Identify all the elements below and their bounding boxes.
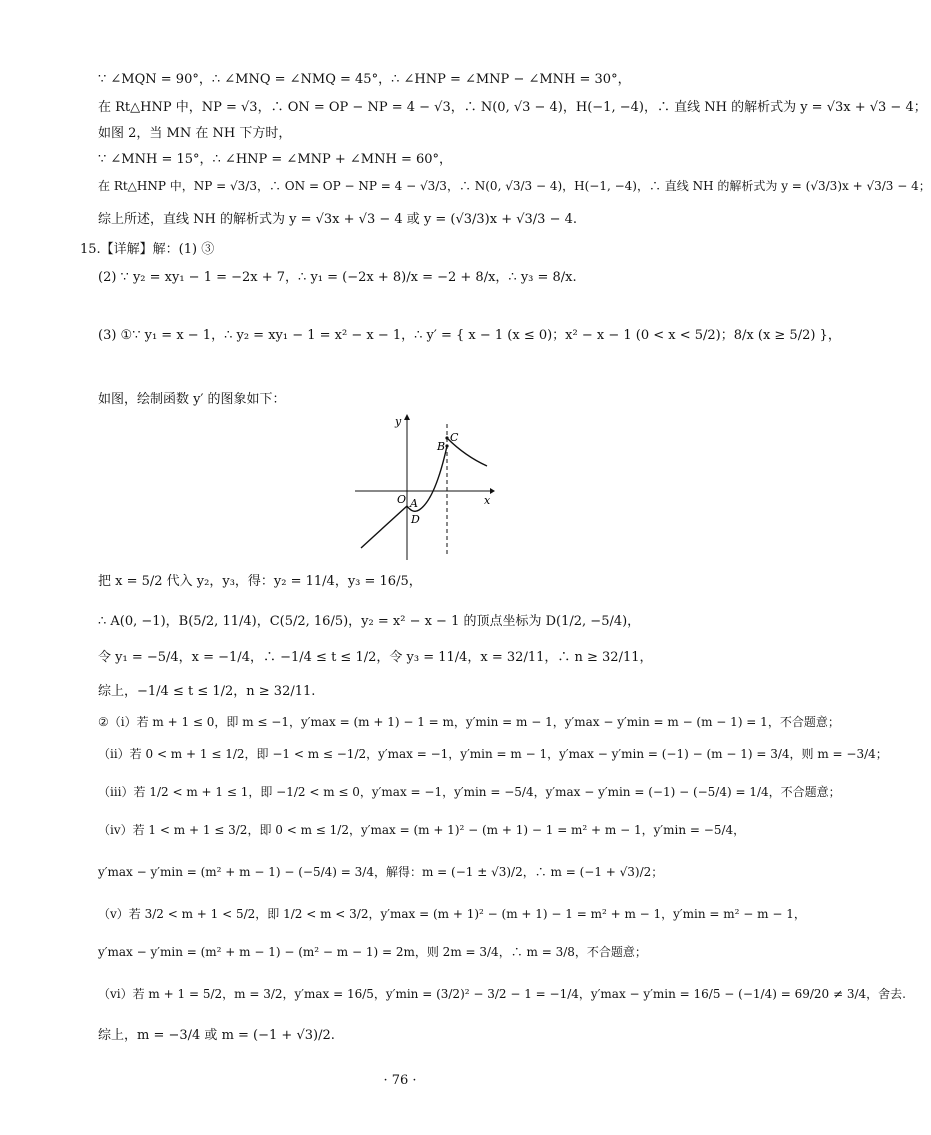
text-line: ②（ⅰ）若 m + 1 ≤ 0，即 m ≤ −1，y′max = (m + 1) − 1 = m，y′min = m − 1，y′max − y′min = m − (m − 1) = 1，不合题意； [98,715,840,729]
point-c-label: C [450,431,459,444]
text-line: （ⅲ）若 1/2 < m + 1 ≤ 1，即 −1/2 < m ≤ 0，y′max = −1，y′min = −5/4，y′max − y′min = (−1) − (−5/4) = 1/4，不合题意； [98,785,841,799]
text-line: y′max − y′min = (m² + m − 1) − (m² − m − 1) = 2m，则 2m = 3/4，∴ m = 3/8，不合题意； [98,945,647,959]
text-line: ∴ A(0, −1)，B(5/2, 11/4)，C(5/2, 16/5)，y₂ = x² − x − 1 的顶点坐标为 D(1/2, −5/4)， [98,614,641,629]
question-heading: 15.【详解】解：(1) ③ [80,242,215,257]
point-d-label: D [411,513,420,526]
function-graph [355,410,495,560]
text-line: 综上，−1/4 ≤ t ≤ 1/2，n ≥ 32/11. [98,684,316,699]
text-line: (3) ①∵ y₁ = x − 1，∴ y₂ = xy₁ − 1 = x² − x − 1，∴ y′ = { x − 1 (x ≤ 0)；x² − x − 1 (0 < x < 5/2)；8/x (x ≥ 5/2) }， [98,328,841,343]
text-line: ∵ ∠MNH = 15°，∴ ∠HNP = ∠MNP + ∠MNH = 60°， [98,152,453,167]
text-line: 令 y₁ = −5/4，x = −1/4，∴ −1/4 ≤ t ≤ 1/2，令 y₃ = 11/4，x = 32/11，∴ n ≥ 32/11， [98,650,653,665]
origin-label: O [397,493,407,506]
text-line: y′max − y′min = (m² + m − 1) − (−5/4) = 3/4，解得：m = (−1 ± √3)/2，∴ m = (−1 + √3)/2； [98,865,664,879]
linear-branch [361,506,407,548]
text-line: 如图 2，当 MN 在 NH 下方时， [98,126,292,141]
text-line: 如图，绘制函数 y′ 的图象如下： [98,392,286,407]
text-line: 在 Rt△HNP 中，NP = √3，∴ ON = OP − NP = 4 − √3，∴ N(0, √3 − 4)，H(−1, −4)，∴ 直线 NH 的解析式为 y = √3x + √3 − 4； [98,100,927,115]
text-line: 综上所述，直线 NH 的解析式为 y = √3x + √3 − 4 或 y = (√3/3)x + √3/3 − 4. [98,212,578,227]
x-axis-label: x [484,494,491,507]
text-line: (2) ∵ y₂ = xy₁ − 1 = −2x + 7，∴ y₁ = (−2x + 8)/x = −2 + 8/x，∴ y₃ = 8/x. [98,270,577,285]
x-axis-arrow-icon [490,488,495,494]
point-c [445,436,448,439]
text-line: （ⅳ）若 1 < m + 1 ≤ 3/2，即 0 < m ≤ 1/2，y′max = (m + 1)² − (m + 1) − 1 = m² + m − 1，y′min = −5/4， [98,823,746,837]
y-axis-label: y [395,415,402,428]
point-b-label: B [437,440,446,453]
text-line: 综上，m = −3/4 或 m = (−1 + √3)/2. [98,1028,335,1043]
text-line: （ⅵ）若 m + 1 = 5/2，m = 3/2，y′max = 16/5，y′min = (3/2)² − 3/2 − 1 = −1/4，y′max − y′min = 16/5 − (−1/4) = 69/20 ≠ 3/4，舍去. [98,987,906,1001]
point-a-label: A [410,497,418,510]
text-line: （ⅴ）若 3/2 < m + 1 < 5/2，即 1/2 < m < 3/2，y′max = (m + 1)² − (m + 1) − 1 = m² + m − 1，y′min = m² − m − 1， [98,907,806,921]
y-axis-arrow-icon [404,414,410,420]
text-line: ∵ ∠MQN = 90°，∴ ∠MNQ = ∠NMQ = 45°，∴ ∠HNP = ∠MNP − ∠MNH = 30°， [98,72,631,87]
page-number: · 76 · [383,1073,417,1088]
text-line: （ⅱ）若 0 < m + 1 ≤ 1/2，即 −1 < m ≤ −1/2，y′max = −1，y′min = m − 1，y′max − y′min = (−1) − (m − 1) = 3/4，则 m = −3/4； [98,747,888,761]
text-line: 在 Rt△HNP 中，NP = √3/3，∴ ON = OP − NP = 4 − √3/3，∴ N(0, √3/3 − 4)，H(−1, −4)，∴ 直线 NH 的解析式为 y = (√3/3)x + √3/3 − 4； [98,179,931,193]
text-line: 把 x = 5/2 代入 y₂，y₃，得：y₂ = 11/4，y₃ = 16/5， [98,574,422,589]
point-b [445,444,448,447]
